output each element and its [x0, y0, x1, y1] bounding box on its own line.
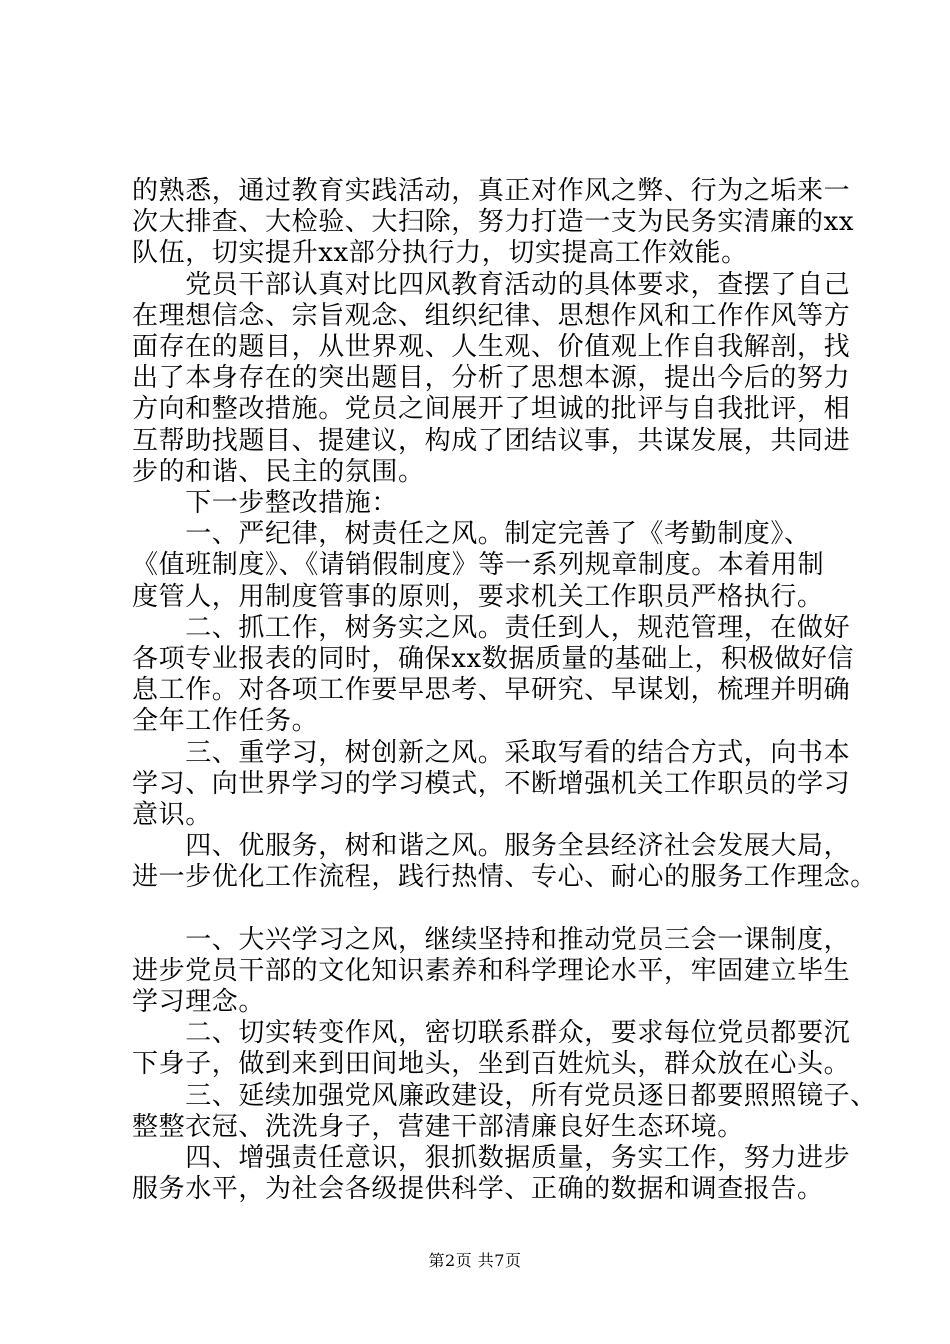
- text-line: 全年工作任务。: [132, 706, 319, 737]
- text-line: 下身子，做到来到田间地头，坐到百姓炕头，群众放在心头。: [132, 1049, 851, 1080]
- text-line: 方向和整改措施。党员之间展开了坦诚的批评与自我批评，相: [132, 394, 851, 425]
- text-line: 整整衣冠、洗洗身子，营建干部清廉良好生态环境。: [132, 1111, 744, 1142]
- text-line: 在理想信念、宗旨观念、组织纪律、思想作风和工作作风等方: [132, 300, 851, 331]
- page-number-footer: 第2页 共7页: [428, 1251, 522, 1270]
- paragraph-gap: [132, 894, 852, 925]
- text-line: 队伍，切实提升xx部分执行力，切实提高工作效能。: [132, 238, 748, 269]
- text-line: 二、切实转变作风，密切联系群众，要求每位党员都要沉: [132, 1018, 851, 1049]
- text-line: 次大排查、大检验、大扫除，努力打造一支为民务实清廉的xx: [132, 207, 855, 238]
- text-line: 各项专业报表的同时，确保xx数据质量的基础上，积极做好信: [132, 644, 855, 675]
- text-line: 的熟悉，通过教育实践活动，真正对作风之弊、行为之垢来一: [132, 176, 851, 206]
- text-line: 出了本身存在的突出题目，分析了思想本源，提出今后的努力: [132, 363, 851, 394]
- text-line: 党员干部认真对比四风教育活动的具体要求，查摆了自己: [132, 269, 851, 300]
- text-line: 服务水平，为社会各级提供科学、正确的数据和调查报告。: [132, 1174, 824, 1205]
- text-line: 步的和谐、民主的氛围。: [132, 456, 425, 487]
- document-body: [132, 176, 877, 1206]
- text-line: 互帮助找题目、提建议，构成了团结议事，共谋发展，共同进: [132, 425, 851, 456]
- text-line: 进步党员干部的文化知识素养和科学理论水平，牢固建立毕生: [132, 955, 851, 986]
- text-line: 四、优服务，树和谐之风。服务全县经济社会发展大局，: [132, 831, 851, 862]
- text-line: 学习理念。: [132, 987, 266, 1018]
- section-heading: 下一步整改措施：: [132, 488, 399, 519]
- text-line: 一、严纪律，树责任之风。制定完善了《考勤制度》、: [132, 519, 811, 550]
- text-line: 意识。: [132, 800, 212, 831]
- text-line: 《值班制度》、《请销假制度》等一系列规章制度。本着用制: [132, 550, 825, 581]
- text-line: 一、大兴学习之风，继续坚持和推动党员三会一课制度，: [132, 924, 851, 955]
- text-line: 二、抓工作，树务实之风。责任到人，规范管理，在做好: [132, 612, 851, 643]
- text-line: 面存在的题目，从世界观、人生观、价值观上作自我解剖，找: [132, 332, 851, 363]
- text-line: 息工作。对各项工作要早思考、早研究、早谋划，梳理并明确: [132, 675, 851, 706]
- text-line: 三、重学习，树创新之风。采取写看的结合方式，向书本: [132, 737, 851, 768]
- text-line: 度管人，用制度管事的原则，要求机关工作职员严格执行。: [132, 581, 824, 612]
- text-line: 四、增强责任意识，狠抓数据质量，务实工作，努力进步: [132, 1143, 851, 1174]
- text-line: 学习、向世界学习的学习模式，不断增强机关工作职员的学习: [132, 768, 851, 799]
- text-line: 三、延续加强党风廉政建设，所有党员逐日都要照照镜子、: [132, 1080, 877, 1111]
- text-line: 进一步优化工作流程，践行热情、专心、耐心的服务工作理念。: [132, 862, 877, 893]
